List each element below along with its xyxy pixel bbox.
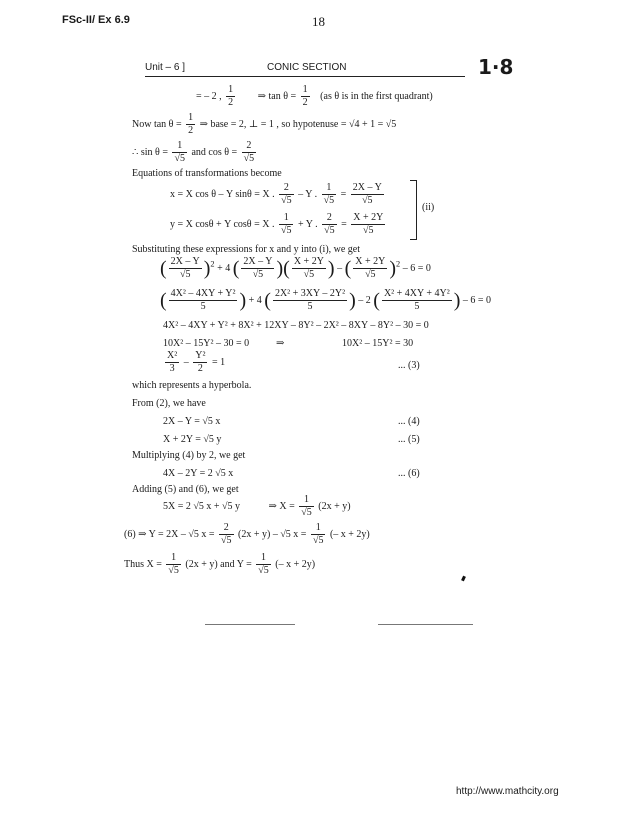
fraction xyxy=(311,522,326,547)
denominator: √5 xyxy=(365,269,376,280)
paren: ) xyxy=(389,257,397,280)
text: – 6 = 0 xyxy=(402,262,431,274)
line-transformations-heading: Equations of transformations become xyxy=(132,168,282,179)
fraction xyxy=(279,212,294,237)
fraction xyxy=(186,112,195,137)
denominator: 5 xyxy=(307,301,313,312)
equation-X xyxy=(163,494,351,519)
fraction xyxy=(322,182,337,207)
text: (2x + y) and Y = xyxy=(185,558,255,570)
paren: ( xyxy=(373,289,380,312)
fraction xyxy=(193,350,207,375)
equation-6: 4X – 2Y = 2 √5 x xyxy=(163,468,234,479)
numerator: 2 xyxy=(219,522,234,535)
text: = xyxy=(340,188,349,200)
denominator: √5 xyxy=(362,195,373,206)
numerator: 1 xyxy=(279,212,294,225)
unit-label: Unit – 6 ] xyxy=(145,62,186,73)
text: ⇒ base = 2, ⊥ = 1 , so hypotenuse = √4 + 1 = √5 xyxy=(199,118,397,130)
fraction xyxy=(242,140,257,165)
equation-simplified xyxy=(163,338,249,350)
line-multiplying: Multiplying (4) by 2, we get xyxy=(132,450,246,461)
page-number: 18 xyxy=(312,14,325,29)
equation-5: X + 2Y = √5 y xyxy=(163,434,222,445)
fraction xyxy=(169,288,238,313)
footer-rule-right xyxy=(378,624,473,625)
denominator: √5 xyxy=(281,195,292,206)
text: (6) ⇒ Y = 2X – √5 x = xyxy=(124,528,218,540)
fraction xyxy=(382,288,452,313)
fraction xyxy=(292,256,326,281)
equation-combined: 4X² – 4XY + Y² + 8X² + 12XY – 8Y² – 2X² – 8XY – 8Y² – 30 = 0 xyxy=(163,320,429,331)
numerator: 1 xyxy=(311,522,326,535)
exponent: 2 xyxy=(396,259,401,269)
line-base-hypotenuse xyxy=(132,112,396,137)
text: – Y . xyxy=(298,188,320,200)
note: (as θ is in the first quadrant) xyxy=(320,90,433,102)
equation-4: 2X – Y = √5 x xyxy=(163,416,221,427)
numerator: 1 xyxy=(228,84,234,95)
denominator: 2 xyxy=(197,363,203,374)
text: = – 2 , xyxy=(196,90,225,102)
text: (– x + 2y) xyxy=(329,528,370,540)
text: + 4 xyxy=(248,294,265,306)
paren: ) xyxy=(203,257,211,280)
equation-label-ii: (ii) xyxy=(422,202,435,213)
text: ∴ sin θ = xyxy=(132,146,171,158)
equation-label-4: ... (4) xyxy=(398,416,420,427)
text: (– x + 2y) xyxy=(275,558,316,570)
text: (2x + y) – √5 x = xyxy=(238,528,309,540)
numerator: X + 2Y xyxy=(355,256,386,267)
numerator: 1 xyxy=(322,182,337,195)
numerator: X + 2Y xyxy=(353,212,384,223)
numerator: X² + 4XY + 4Y² xyxy=(383,288,450,299)
equation-thus xyxy=(124,552,315,577)
fraction xyxy=(219,522,234,547)
text: 10X² – 15Y² – 30 = 0 xyxy=(163,338,250,349)
denominator: √5 xyxy=(280,225,292,236)
numerator: 1 xyxy=(299,494,314,507)
transform-x xyxy=(170,182,386,207)
paren: ( xyxy=(344,257,352,280)
numerator: 1 xyxy=(188,112,194,123)
fraction xyxy=(226,84,235,109)
text: y = X cosθ + Y cosθ = X . xyxy=(170,218,277,230)
denominator: √5 xyxy=(221,535,232,546)
denominator: √5 xyxy=(312,535,324,546)
denominator: √5 xyxy=(252,269,264,280)
paren: ) xyxy=(276,257,284,280)
denominator: 2 xyxy=(228,97,234,108)
text: – xyxy=(337,262,345,274)
denominator: √5 xyxy=(363,225,374,236)
fraction xyxy=(172,140,187,165)
denominator: √5 xyxy=(243,153,255,164)
paren: ( xyxy=(283,257,290,280)
denominator: √5 xyxy=(179,269,191,280)
line-adding: Adding (5) and (6), we get xyxy=(132,484,239,495)
page-header-left: FSc-II/ Ex 6.9 xyxy=(62,14,130,26)
unit-header-bar xyxy=(145,62,465,77)
text: – xyxy=(183,356,192,368)
fraction xyxy=(351,212,385,237)
line-substituting: Substituting these expressions for x and y into (i), we get xyxy=(132,244,361,255)
line-tan-result xyxy=(196,84,433,109)
equation-simplified-result: 10X² – 15Y² = 30 xyxy=(342,338,414,349)
numerator: X + 2Y xyxy=(293,256,324,267)
fraction xyxy=(165,350,179,375)
text: Now tan θ = xyxy=(132,118,185,130)
ink-mark xyxy=(461,576,466,582)
numerator: X² xyxy=(167,350,178,361)
denominator: √5 xyxy=(301,507,312,518)
text: (2x + y) xyxy=(318,500,351,512)
numerator: 1 xyxy=(166,552,181,565)
text: = xyxy=(341,218,350,230)
paren: ( xyxy=(264,289,271,312)
paren: ) xyxy=(349,289,356,312)
equation-label-5: ... (5) xyxy=(398,434,420,445)
denominator: √5 xyxy=(258,565,269,576)
numerator: 2X² + 3XY – 2Y² xyxy=(274,288,346,299)
numerator: 2 xyxy=(279,182,294,195)
denominator: √5 xyxy=(168,565,179,576)
fraction xyxy=(322,212,337,237)
text: – 6 = 0 xyxy=(462,294,492,306)
fraction xyxy=(301,84,310,109)
numerator: 2 xyxy=(242,140,257,153)
text: and cos θ = xyxy=(191,146,240,158)
text: Thus X = xyxy=(124,558,165,570)
paren: ( xyxy=(160,257,167,280)
line-hyperbola-note: which represents a hyperbola. xyxy=(132,380,252,391)
equation-substituted xyxy=(160,256,431,281)
equation-label-6: ... (6) xyxy=(398,468,420,479)
denominator: 2 xyxy=(302,97,308,108)
text: ⇒ X = xyxy=(268,500,298,512)
exponent: 2 xyxy=(210,259,215,269)
numerator: 2X – Y xyxy=(170,256,200,267)
denominator: √5 xyxy=(324,225,335,236)
numerator: 2X – Y xyxy=(243,256,273,267)
numerator: 2X – Y xyxy=(352,182,382,193)
equation-expanded xyxy=(160,288,491,313)
denominator: 5 xyxy=(414,301,420,312)
numerator: Y² xyxy=(195,350,206,361)
text: – 2 xyxy=(358,294,374,306)
denominator: 3 xyxy=(169,363,175,374)
fraction xyxy=(273,288,347,313)
text: 5X = 2 √5 x + √5 y xyxy=(163,500,240,512)
fraction xyxy=(351,182,384,207)
numerator: 4X² – 4XY + Y² xyxy=(170,288,236,299)
fraction xyxy=(256,552,271,577)
section-title: CONIC SECTION xyxy=(267,62,347,73)
transform-y xyxy=(170,212,387,237)
fraction xyxy=(169,256,202,281)
denominator: 5 xyxy=(200,301,206,312)
text: + Y . xyxy=(297,218,321,230)
paren: ) xyxy=(327,257,335,280)
fraction xyxy=(166,552,181,577)
equation-Y xyxy=(124,522,370,547)
paren: ) xyxy=(453,289,461,312)
equation-hyperbola xyxy=(163,350,225,375)
text: ⇒ tan θ = xyxy=(257,90,299,102)
denominator: √5 xyxy=(174,153,185,164)
numerator: 1 xyxy=(302,84,308,95)
text: + 4 xyxy=(217,262,233,274)
text: x = X cos θ – Y sinθ = X . xyxy=(170,188,278,200)
fraction xyxy=(279,182,294,207)
footer-rule-left xyxy=(205,624,295,625)
numerator: 1 xyxy=(172,140,187,153)
denominator: 2 xyxy=(188,125,194,136)
equation-bracket xyxy=(410,180,417,240)
text: = 1 xyxy=(211,356,226,368)
equation-label-3: ... (3) xyxy=(398,360,420,371)
paren: ( xyxy=(160,289,167,312)
implies-arrow: ⇒ xyxy=(276,338,285,349)
footer-url: http://www.mathcity.org xyxy=(456,786,559,797)
line-sin-cos xyxy=(132,140,258,165)
numerator: 2 xyxy=(322,212,337,225)
paren: ( xyxy=(232,257,240,280)
denominator: √5 xyxy=(323,195,335,206)
handwritten-margin-mark: 1·8 xyxy=(478,55,514,79)
fraction xyxy=(353,256,387,281)
fraction xyxy=(299,494,314,519)
numerator: 1 xyxy=(256,552,271,565)
fraction xyxy=(241,256,274,281)
denominator: √5 xyxy=(303,269,315,280)
paren: ) xyxy=(239,289,247,312)
line-from-2: From (2), we have xyxy=(132,398,206,409)
